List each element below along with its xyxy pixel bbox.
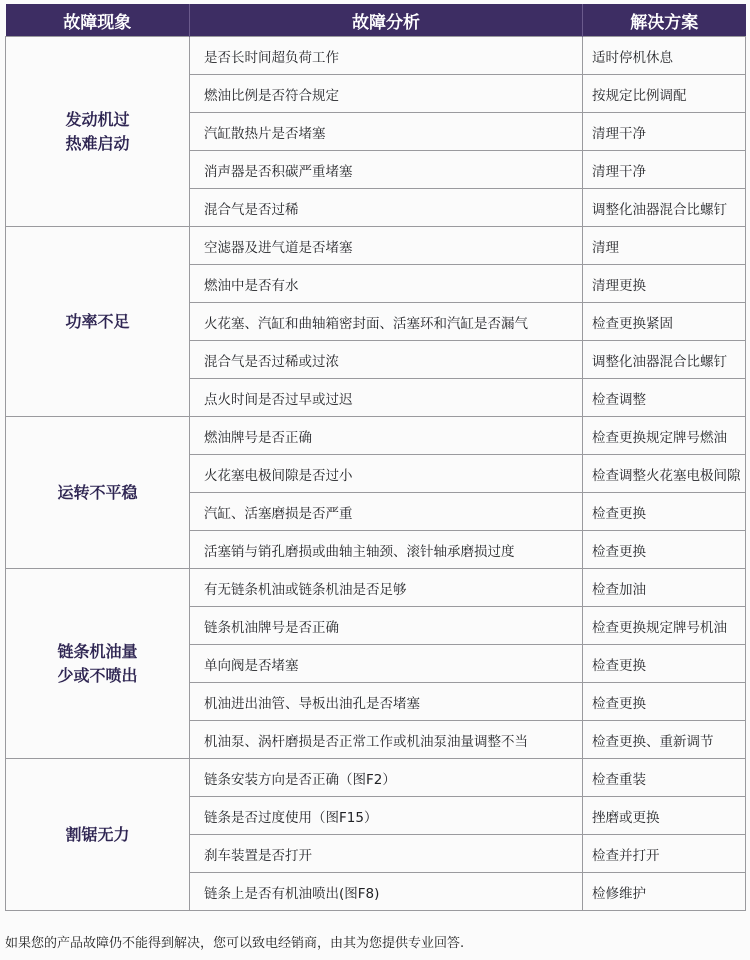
solution-cell: 检查更换: [583, 531, 746, 569]
symptom-cell-weak-cutting: [6, 759, 190, 911]
solution-cell: 检查更换规定牌号机油: [583, 607, 746, 645]
solution-cell: 调整化油器混合比螺钉: [583, 189, 746, 227]
header-solution: 解决方案: [583, 4, 746, 37]
symptom-cell-low-power: [6, 227, 190, 417]
troubleshooting-table: [5, 4, 746, 911]
analysis-cell: 链条是否过度使用（图F15）: [190, 797, 583, 835]
symptom-line: 少或不喷出: [57, 665, 138, 685]
symptom-line: 功率不足: [65, 311, 130, 331]
solution-cell: 检查调整: [583, 379, 746, 417]
solution-cell: 清理干净: [583, 151, 746, 189]
analysis-cell: 是否长时间超负荷工作: [190, 37, 583, 75]
solution-cell: 清理: [583, 227, 746, 265]
analysis-cell: 机油进出油管、导板出油孔是否堵塞: [190, 683, 583, 721]
symptom-line: 热难启动: [65, 133, 130, 153]
analysis-cell: 活塞销与销孔磨损或曲轴主轴颈、滚针轴承磨损过度: [190, 531, 583, 569]
table-body: [6, 37, 746, 911]
analysis-cell: 燃油比例是否符合规定: [190, 75, 583, 113]
header-symptom: 故障现象: [6, 4, 190, 37]
symptom-line: 运转不平稳: [57, 482, 138, 502]
analysis-cell: 燃油牌号是否正确: [190, 417, 583, 455]
table-row: [6, 759, 746, 797]
analysis-cell: 刹车装置是否打开: [190, 835, 583, 873]
solution-cell: 检查重装: [583, 759, 746, 797]
analysis-cell: 单向阀是否堵塞: [190, 645, 583, 683]
solution-cell: 清理更换: [583, 265, 746, 303]
symptom-cell-chain-oil: [6, 569, 190, 759]
symptom-cell-unstable: [6, 417, 190, 569]
analysis-cell: 火花塞电极间隙是否过小: [190, 455, 583, 493]
solution-cell: 检修维护: [583, 873, 746, 911]
table-row: [6, 417, 746, 455]
solution-cell: 检查更换紧固: [583, 303, 746, 341]
table-row: [6, 37, 746, 75]
analysis-cell: 有无链条机油或链条机油是否足够: [190, 569, 583, 607]
analysis-cell: 点火时间是否过早或过迟: [190, 379, 583, 417]
analysis-cell: 机油泵、涡杆磨损是否正常工作或机油泵油量调整不当: [190, 721, 583, 759]
footnote: 如果您的产品故障仍不能得到解决，您可以致电经销商，由其为您提供专业回答.: [5, 936, 465, 951]
solution-cell: 按规定比例调配: [583, 75, 746, 113]
symptom-line: 发动机过: [65, 109, 130, 129]
analysis-cell: 火花塞、汽缸和曲轴箱密封面、活塞环和汽缸是否漏气: [190, 303, 583, 341]
analysis-cell: 混合气是否过稀: [190, 189, 583, 227]
solution-cell: 检查加油: [583, 569, 746, 607]
solution-cell: 检查并打开: [583, 835, 746, 873]
solution-cell: 调整化油器混合比螺钉: [583, 341, 746, 379]
analysis-cell: 链条上是否有机油喷出(图F8): [190, 873, 583, 911]
solution-cell: 检查调整火花塞电极间隙: [583, 455, 746, 493]
header-analysis: 故障分析: [190, 4, 583, 37]
table-row: [6, 227, 746, 265]
analysis-cell: 链条机油牌号是否正确: [190, 607, 583, 645]
solution-cell: 适时停机休息: [583, 37, 746, 75]
solution-cell: 检查更换: [583, 683, 746, 721]
solution-cell: 检查更换: [583, 493, 746, 531]
symptom-cell-overheat: [6, 37, 190, 227]
analysis-cell: 混合气是否过稀或过浓: [190, 341, 583, 379]
analysis-cell: 燃油中是否有水: [190, 265, 583, 303]
analysis-cell: 空滤器及进气道是否堵塞: [190, 227, 583, 265]
analysis-cell: 汽缸、活塞磨损是否严重: [190, 493, 583, 531]
solution-cell: 检查更换: [583, 645, 746, 683]
analysis-cell: 汽缸散热片是否堵塞: [190, 113, 583, 151]
solution-cell: 清理干净: [583, 113, 746, 151]
symptom-line: 割锯无力: [65, 824, 130, 844]
table-header-row: [6, 4, 746, 37]
analysis-cell: 消声器是否积碳严重堵塞: [190, 151, 583, 189]
table-row: [6, 569, 746, 607]
solution-cell: 检查更换规定牌号燃油: [583, 417, 746, 455]
analysis-cell: 链条安装方向是否正确（图F2）: [190, 759, 583, 797]
solution-cell: 检查更换、重新调节: [583, 721, 746, 759]
symptom-line: 链条机油量: [57, 641, 138, 661]
solution-cell: 挫磨或更换: [583, 797, 746, 835]
